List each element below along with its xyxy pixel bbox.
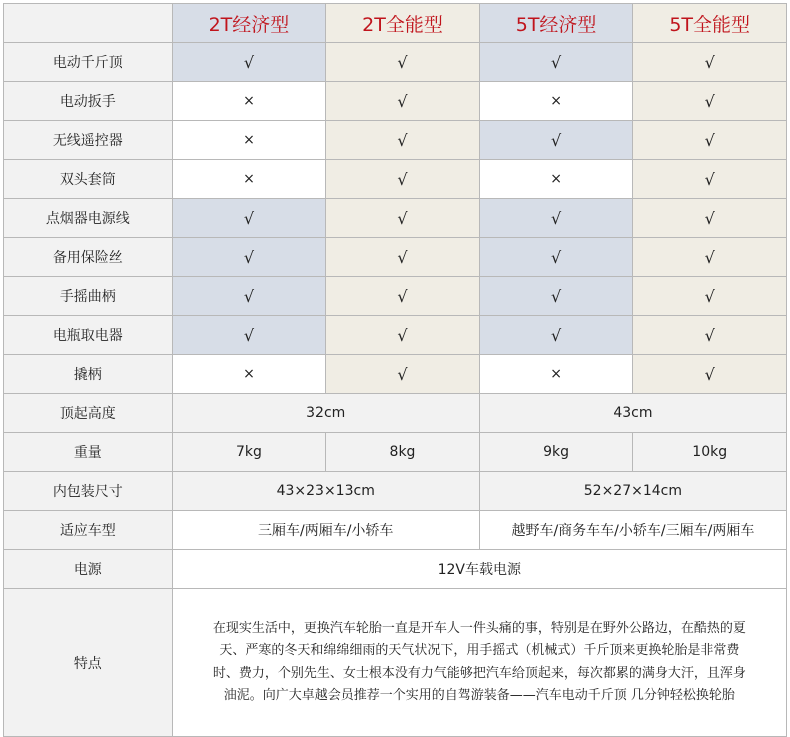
included-mark: √ (633, 238, 787, 277)
feature-row (4, 355, 787, 394)
header-5t-economy: 5T经济型 (479, 4, 633, 43)
included-mark: √ (326, 121, 480, 160)
excluded-mark: × (172, 121, 326, 160)
package-size-row (4, 472, 787, 511)
excluded-mark: × (479, 355, 633, 394)
comparison-table (3, 3, 787, 737)
row-label: 撬柄 (4, 355, 173, 394)
weight-row (4, 433, 787, 472)
included-mark: √ (172, 43, 326, 82)
included-mark: √ (633, 316, 787, 355)
included-mark: √ (326, 355, 480, 394)
header-row (4, 4, 787, 43)
included-mark: √ (479, 43, 633, 82)
lift-height-2t: 32cm (172, 394, 479, 433)
features-description (172, 589, 786, 737)
included-mark: √ (326, 43, 480, 82)
vehicle-type-2t: 三厢车/两厢车/小轿车 (172, 511, 479, 550)
lift-height-row (4, 394, 787, 433)
included-mark: √ (479, 199, 633, 238)
excluded-mark: × (172, 160, 326, 199)
included-mark: √ (633, 43, 787, 82)
weight-value: 10kg (633, 433, 787, 472)
included-mark: √ (479, 238, 633, 277)
row-label: 双头套筒 (4, 160, 173, 199)
package-size-5t: 52×27×14cm (479, 472, 786, 511)
lift-height-5t: 43cm (479, 394, 786, 433)
row-label: 顶起高度 (4, 394, 173, 433)
excluded-mark: × (479, 82, 633, 121)
feature-row (4, 160, 787, 199)
power-row (4, 550, 787, 589)
included-mark: √ (633, 277, 787, 316)
included-mark: √ (633, 160, 787, 199)
description-line: 在现实生活中，更换汽车轮胎一直是开车人一件头痛的事，特别是在野外公路边，在酷热的夏 (212, 620, 746, 636)
included-mark: √ (633, 355, 787, 394)
weight-value: 8kg (326, 433, 480, 472)
excluded-mark: × (172, 355, 326, 394)
vehicle-type-5t: 越野车/商务车车/小轿车/三厢车/两厢车 (479, 511, 786, 550)
included-mark: √ (479, 277, 633, 316)
included-mark: √ (479, 316, 633, 355)
included-mark: √ (172, 316, 326, 355)
row-label: 电源 (4, 550, 173, 589)
header-2t-full: 2T全能型 (326, 4, 480, 43)
description-line: 油泥。向广大卓越会员推荐一个实用的自驾游装备——汽车电动千斤顶 几分钟轻松换轮胎 (223, 688, 735, 703)
header-2t-economy: 2T经济型 (172, 4, 326, 43)
row-label: 电动千斤顶 (4, 43, 173, 82)
included-mark: √ (172, 238, 326, 277)
included-mark: √ (633, 199, 787, 238)
description-line: 天、严寒的冬天和绵绵细雨的天气状况下，用手摇式（机械式）千斤顶来更换轮胎是非常费 (219, 643, 740, 658)
row-label: 点烟器电源线 (4, 199, 173, 238)
feature-row (4, 82, 787, 121)
feature-row (4, 43, 787, 82)
included-mark: √ (633, 121, 787, 160)
included-mark: √ (326, 238, 480, 277)
feature-row (4, 277, 787, 316)
power-value: 12V车载电源 (172, 550, 786, 589)
feature-row (4, 199, 787, 238)
feature-row (4, 238, 787, 277)
row-label: 手摇曲柄 (4, 277, 173, 316)
features-row (4, 589, 787, 737)
included-mark: √ (172, 277, 326, 316)
weight-value: 9kg (479, 433, 633, 472)
included-mark: √ (326, 316, 480, 355)
included-mark: √ (326, 277, 480, 316)
row-label: 适应车型 (4, 511, 173, 550)
included-mark: √ (172, 199, 326, 238)
header-5t-full: 5T全能型 (633, 4, 787, 43)
package-size-2t: 43×23×13cm (172, 472, 479, 511)
feature-row (4, 316, 787, 355)
vehicle-type-row (4, 511, 787, 550)
included-mark: √ (326, 160, 480, 199)
row-label: 电动扳手 (4, 82, 173, 121)
row-label: 无线遥控器 (4, 121, 173, 160)
row-label: 内包装尺寸 (4, 472, 173, 511)
included-mark: √ (479, 121, 633, 160)
included-mark: √ (326, 199, 480, 238)
excluded-mark: × (479, 160, 633, 199)
row-label: 电瓶取电器 (4, 316, 173, 355)
description-line: 时、费力，个别先生、女士根本没有力气能够把汽车给顶起来，每次都累的满身大汗，且浑身 (212, 665, 746, 681)
header-corner (4, 4, 173, 43)
included-mark: √ (326, 82, 480, 121)
excluded-mark: × (172, 82, 326, 121)
included-mark: √ (633, 82, 787, 121)
feature-rows (4, 43, 787, 394)
row-label: 备用保险丝 (4, 238, 173, 277)
feature-row (4, 121, 787, 160)
row-label: 重量 (4, 433, 173, 472)
row-label: 特点 (4, 589, 173, 737)
weight-value: 7kg (172, 433, 326, 472)
